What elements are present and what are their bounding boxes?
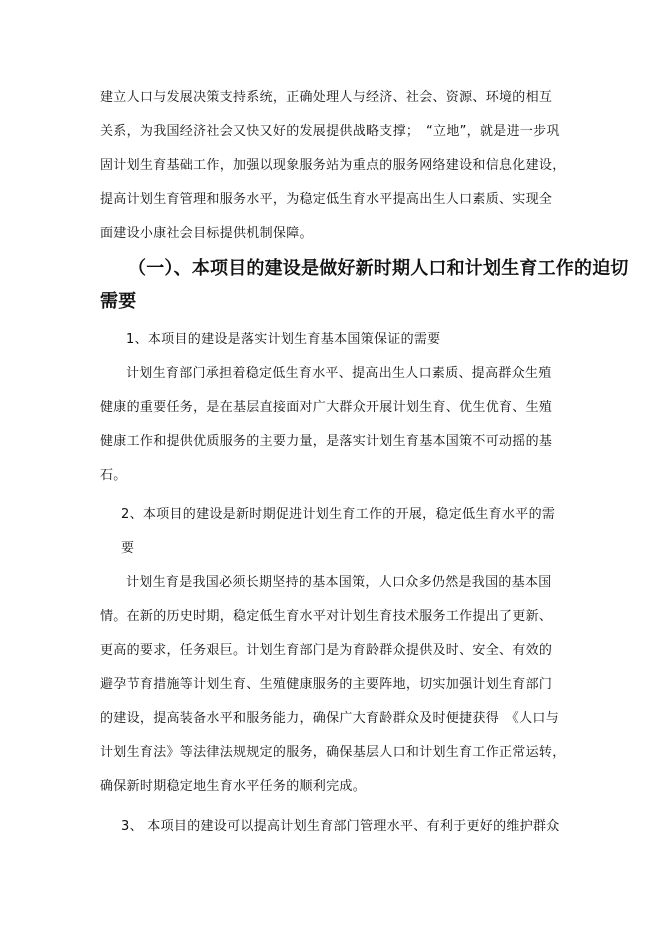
section-heading-line-1: （一）、本项目的建设是做好新时期人口和计划生育工作的迫切: [128, 258, 629, 279]
subsection-1-title: 1、本项目的建设是落实计划生育基本国策保证的需要: [126, 332, 441, 347]
section-heading-line-2: 需要: [100, 291, 137, 312]
subsection-3-title-line-1: 3、 本项目的建设可以提高计划生育部门管理水平、有利于更好的维护群众: [121, 819, 560, 834]
subsection-2-title-line-1: 2、本项目的建设是新时期促进计划生育工作的开展，稳定低生育水平的需: [121, 507, 556, 522]
subsection-1-line-3: 健康工作和提供优质服务的主要力量，是落实计划生育基本国策不可动摇的基: [100, 434, 553, 449]
subsection-2-line-2: 情。在新的历史时期，稳定低生育水平对计划生育技术服务工作提出了更新、: [100, 609, 553, 624]
intro-line-1: 建立人口与发展决策支持系统，正确处理人与经济、社会、资源、环境的相互: [100, 90, 553, 105]
intro-line-3: 固计划生育基础工作，加强以现象服务站为重点的服务网络建设和信息化建设，: [100, 158, 566, 173]
intro-line-5: 面建设小康社会目标提供机制保障。: [100, 226, 313, 241]
subsection-1-line-4: 石。: [100, 468, 127, 483]
intro-line-4: 提高计划生育管理和服务水平，为稳定低生育水平提高出生人口素质、实现全: [100, 192, 553, 207]
subsection-2-title-line-2: 要: [121, 541, 135, 556]
subsection-2-line-7: 确保新时期稳定地生育水平任务的顺利完成。: [100, 779, 367, 794]
subsection-2-line-5: 的建设，提高装备水平和服务能力，确保广大育龄群众及时便捷获得 《人口与: [100, 711, 560, 726]
subsection-2-line-3: 更高的要求，任务艰巨。计划生育部门是为育龄群众提供及时、安全、有效的: [100, 643, 553, 658]
intro-line-2: 关系，为我国经济社会又快又好的发展提供战略支撑； “立地”，就是进一步巩: [100, 124, 560, 139]
subsection-2-line-4: 避孕节育措施等计划生育、生殖健康服务的主要阵地，切实加强计划生育部门: [100, 677, 553, 692]
subsection-1-line-1: 计划生育部门承担着稳定低生育水平、提高出生人口素质、提高群众生殖: [126, 366, 552, 381]
subsection-2-line-1: 计划生育是我国必须长期坚持的基本国策，人口众多仍然是我国的基本国: [126, 575, 552, 590]
subsection-2-line-6: 计划生育法》等法律法规规定的服务，确保基层人口和计划生育工作正常运转，: [100, 745, 566, 760]
subsection-1-line-2: 健康的重要任务，是在基层直接面对广大群众开展计划生育、优生优育、生殖: [100, 400, 553, 415]
